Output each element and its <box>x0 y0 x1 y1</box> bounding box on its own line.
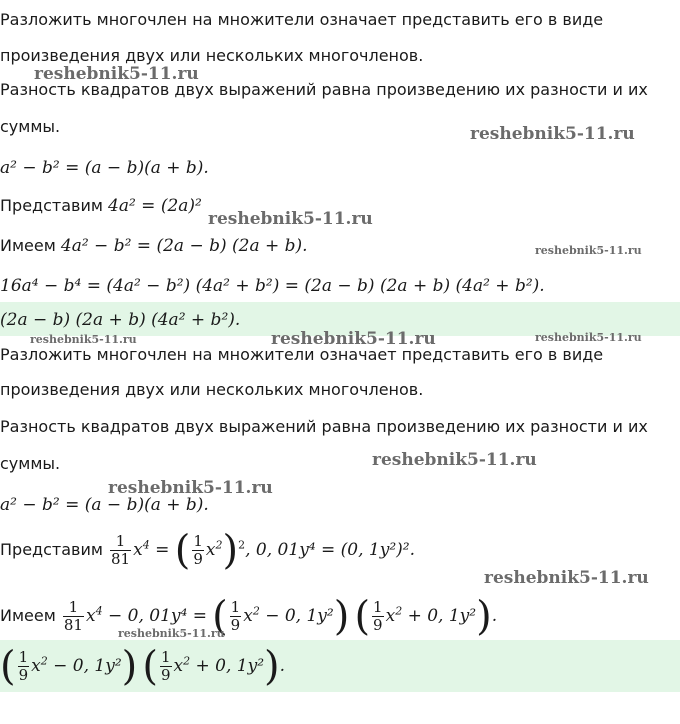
watermark: reshebnik5-11.ru <box>34 64 199 84</box>
fraction-1-9: $\frac{1}{9}$ <box>193 532 203 568</box>
minus-term: − 0, 01y⁴ = <box>107 606 207 626</box>
watermark: reshebnik5-11.ru <box>470 124 635 144</box>
answer-1: (2a − b) (2a + b) (4a² + b²). <box>0 310 241 330</box>
definition-line-2: произведения двух или нескольких многочленов. <box>0 46 424 65</box>
fraction-1-81: $\frac{1}{81}$ <box>111 532 131 568</box>
watermark: reshebnik5-11.ru <box>535 331 642 344</box>
definition-line-1: Разложить многочлен на множители означает представить его в виде <box>0 10 604 29</box>
represent-rest: , 0, 01y⁴ = (0, 1y²)². <box>245 540 416 560</box>
have-label: Имеем <box>0 236 56 255</box>
watermark: reshebnik5-11.ru <box>271 329 436 349</box>
watermark: reshebnik5-11.ru <box>118 627 225 640</box>
have-label-2: Имеем <box>0 606 56 625</box>
rule-line-4: суммы. <box>0 454 61 473</box>
watermark: reshebnik5-11.ru <box>208 209 373 229</box>
have-expression: 4a² − b² = (2a − b) (2a + b). <box>60 236 308 256</box>
represent-line-2: Представим $\frac{1}{81}$ $x^4$ = ( $\frac{1}{9}$ $x^2)^2$, 0, 01y⁴ = (0, 1y²)². <box>0 527 416 574</box>
represent-expression: 4a² = (2a)² <box>108 196 202 216</box>
watermark: reshebnik5-11.ru <box>108 478 273 498</box>
definition-line-4: произведения двух или нескольких многочленов. <box>0 380 424 399</box>
difference-of-squares-formula: a² − b² = (a − b)(a + b). <box>0 158 209 178</box>
represent-label-2: Представим <box>0 540 103 559</box>
watermark: reshebnik5-11.ru <box>535 244 642 257</box>
have-line-2: Имеем $\frac{1}{81}$ $x^4 - 0$, 01y⁴ = ( $\frac{1}{9}$ $x^2 - 0$, 1y²) ( $\frac{1}{9}$ $x^2 + 0$, 1y²). <box>0 593 498 640</box>
definition-line-3: Разложить многочлен на множители означает представить его в виде <box>0 345 604 364</box>
watermark: reshebnik5-11.ru <box>484 568 649 588</box>
rule-line-1: Разность квадратов двух выражений равна произведению их разности и их <box>0 80 648 99</box>
represent-label: Представим <box>0 196 103 215</box>
watermark: reshebnik5-11.ru <box>30 333 137 346</box>
factor-chain: 16a⁴ − b⁴ = (4a² − b²) (4a² + b²) = (2a − b) (2a + b) (4a² + b²). <box>0 276 545 296</box>
answer-2: ( $\frac{1}{9}$ $x^2 - 0$, 1y²) ( $\frac{1}{9}$ $x^2 + 0$, 1y²). <box>0 643 286 690</box>
watermark: reshebnik5-11.ru <box>372 450 537 470</box>
rule-line-2: суммы. <box>0 117 61 136</box>
rule-line-3: Разность квадратов двух выражений равна произведению их разности и их <box>0 417 648 436</box>
difference-of-squares-formula-2: a² − b² = (a − b)(a + b). <box>0 495 209 515</box>
